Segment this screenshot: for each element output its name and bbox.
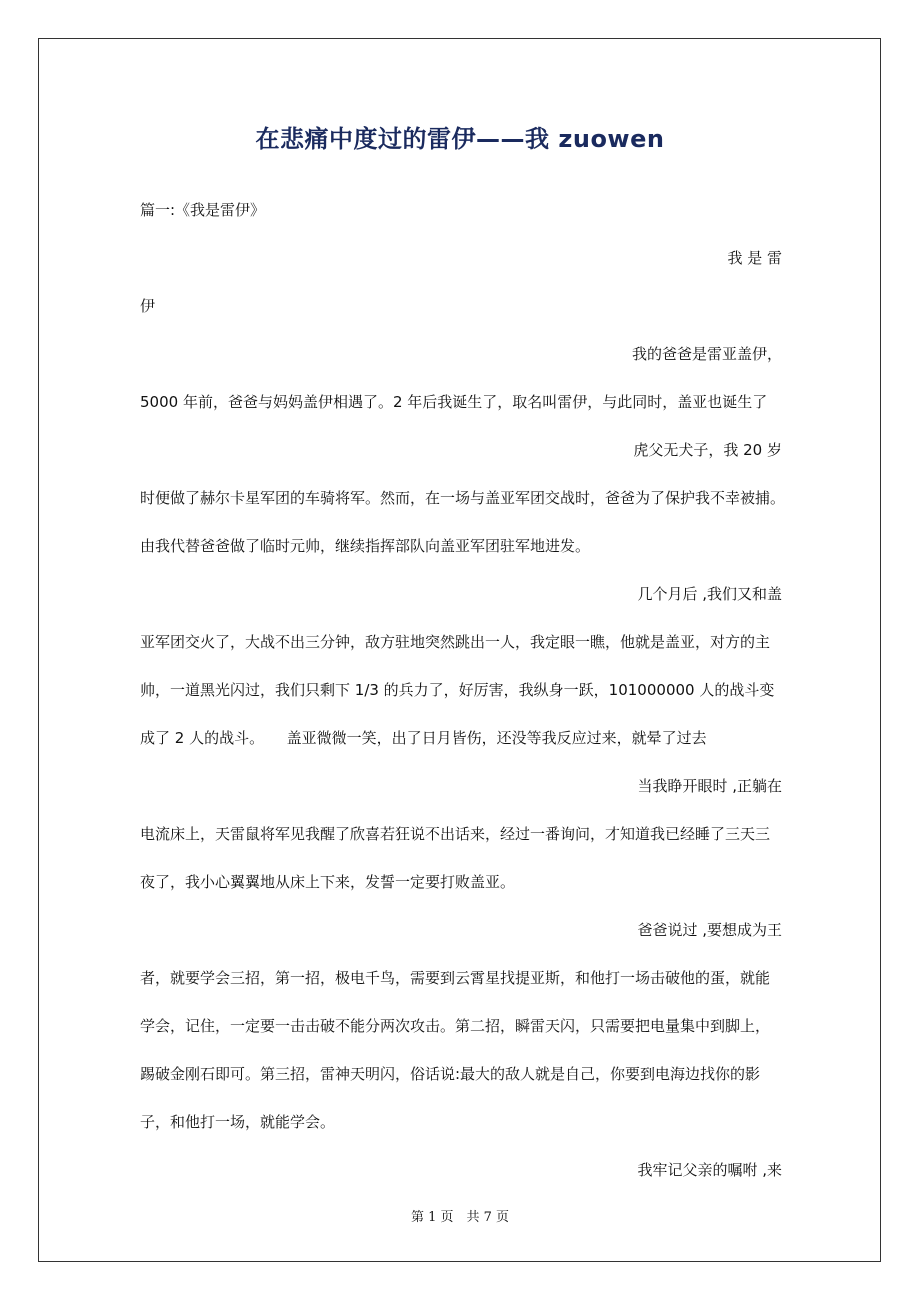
page-footer: 第 1 页 共 7 页: [410, 1210, 510, 1225]
text-line: 电流床上，天雷鼠将军见我醒了欣喜若狂说不出话来，经过一番询问，才知道我已经睡了三天三: [140, 825, 771, 843]
text-line: 帅，一道黑光闪过，我们只剩下 1/3 的兵力了，好厉害，我纵身一跃，101000000 人的战斗变: [140, 681, 775, 699]
text-line: 当我睁开眼时 ,正躺在: [637, 777, 782, 795]
text-line: 子，和他打一场，就能学会。: [140, 1113, 336, 1131]
text-line: 5000 年前，爸爸与妈妈盖伊相遇了。2 年后我诞生了，取名叫雷伊，与此同时，盖亚也诞生了: [140, 393, 768, 411]
text-line: 成了 2 人的战斗。 盖亚微微一笑，出了日月皆伤，还没等我反应过来，就晕了过去: [140, 729, 707, 747]
text-line: 者，就要学会三招，第一招，极电千鸟，需要到云霄星找提亚斯，和他打一场击破他的蛋，就能: [140, 969, 771, 987]
text-line: 夜了，我小心翼翼地从床上下来，发誓一定要打败盖亚。: [140, 873, 516, 891]
text-line: 篇一:《我是雷伊》: [140, 201, 266, 219]
text-line: 踢破金刚石即可。第三招，雷神天明闪，俗话说:最大的敌人就是自己，你要到电海边找你的影: [140, 1065, 761, 1083]
text-line: 几个月后 ,我们又和盖: [637, 585, 782, 603]
text-line: 虎父无犬子，我 20 岁: [633, 441, 782, 459]
text-line: 我 是 雷: [727, 249, 782, 267]
text-line: 我的爸爸是雷亚盖伊，: [631, 345, 782, 363]
text-line: 时便做了赫尔卡星军团的车骑将军。然而，在一场与盖亚军团交战时，爸爸为了保护我不幸被捕。: [140, 489, 786, 507]
text-line: 我牢记父亲的嘱咐 ,来: [637, 1161, 782, 1179]
document-title: 在悲痛中度过的雷伊——我 zuowen: [255, 125, 665, 153]
document-body: [140, 186, 786, 1194]
text-line: 爸爸说过 ,要想成为王: [637, 921, 782, 939]
text-line: 亚军团交火了，大战不出三分钟，敌方驻地突然跳出一人，我定眼一瞧，他就是盖亚，对方的主: [140, 633, 771, 651]
text-line: 伊: [140, 297, 156, 315]
text-line: 由我代替爸爸做了临时元帅，继续指挥部队向盖亚军团驻军地进发。: [140, 537, 591, 555]
text-line: 学会，记住，一定要一击击破不能分两次攻击。第二招，瞬雷天闪，只需要把电量集中到脚上，: [140, 1017, 771, 1035]
